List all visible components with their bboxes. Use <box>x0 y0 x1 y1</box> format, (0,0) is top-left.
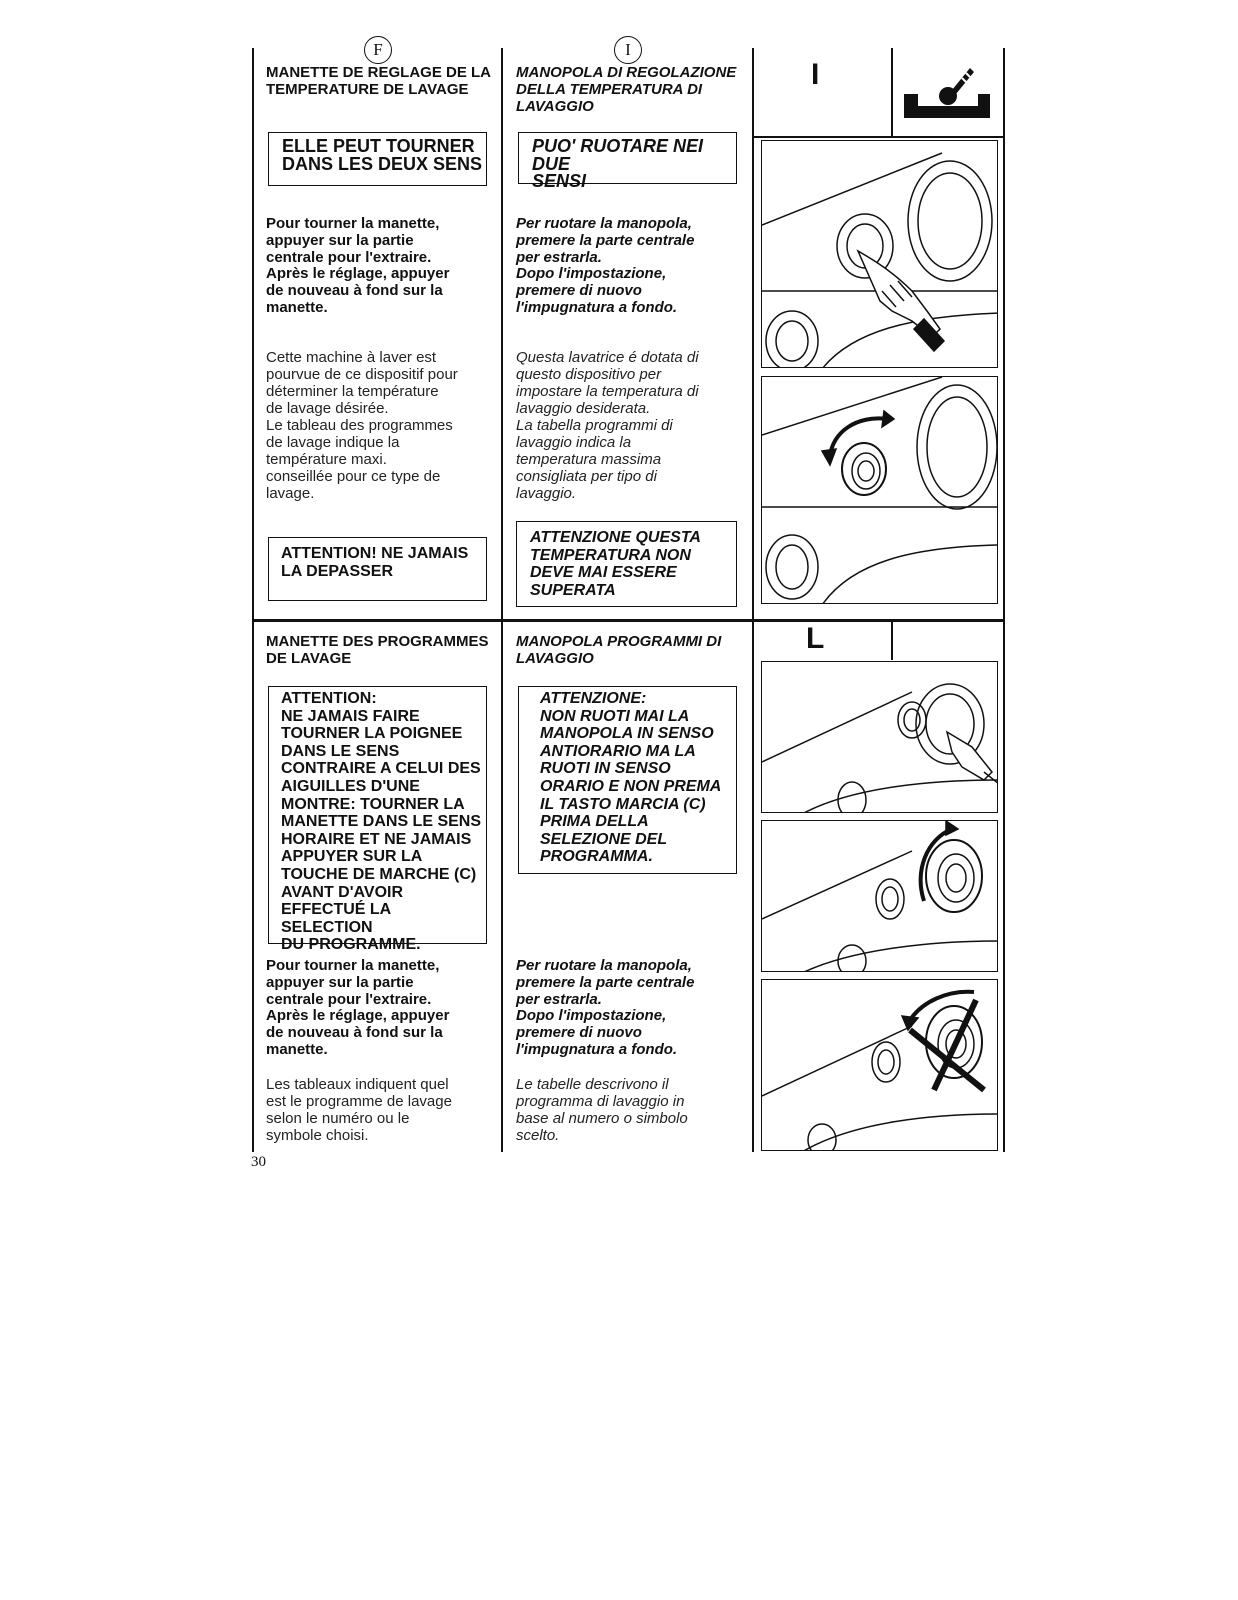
french-language-mark: F <box>364 36 392 64</box>
it-temperature-instructions: Per ruotare la manopola, premere la parte centrale per estrarla. Dopo l'impostazione, premere di nuovo l'impugnatura a fondo. <box>516 215 695 316</box>
column-rule-images <box>752 48 754 1152</box>
fr-programmes-warning-box: ATTENTION: NE JAMAIS FAIRE TOURNER LA POIGNEE DANS LE SENS CONTRAIRE A CELUI DES AIGUILLES D'UNE MONTRE: TOURNER LA MANETTE DANS LE SENS HORAIRE ET NE JAMAIS APPUYER SUR LA TOUCHE DE MARCHE (C) AVANT D'AVOIR EFFECTUÉ LA SELECTION DU PROGRAMME. <box>268 686 487 944</box>
letter-cell-rule-top <box>891 48 893 138</box>
column-rule-right <box>1003 48 1005 1152</box>
hand-key-icon <box>898 60 998 130</box>
fr-temperature-description: Cette machine à laver est pourvue de ce dispositif pour déterminer la température de lavage désirée. Le tableau des programmes de lavage indique la température maxi. conseillée pour ce type de lavage. <box>266 349 458 502</box>
fr-programmes-instructions: Pour tourner la manette, appuyer sur la partie centrale pour l'extraire. Après le réglage, appuyer de nouveau à fond sur la manette. <box>266 957 450 1058</box>
it-programmes-heading: MANOPOLA PROGRAMMI DI LAVAGGIO <box>516 633 722 667</box>
it-programmes-instructions: Per ruotare la manopola, premere la parte centrale per estrarla. Dopo l'impostazione, premere di nuovo l'impugnatura a fondo. <box>516 957 695 1058</box>
it-temperature-description: Questa lavatrice é dotata di questo dispositivo per impostare la temperatura di lavaggio desiderata. La tabella programmi di lavaggio indica la temperatura massima consigliata per tipo di lavaggio. <box>516 349 699 502</box>
it-programmes-description: Le tabelle descrivono il programma di lavaggio in base al numero o simbolo scelto. <box>516 1076 688 1144</box>
page-number: 30 <box>251 1154 266 1170</box>
italian-language-mark: I <box>614 36 642 64</box>
fr-temperature-warning-box: ATTENTION! NE JAMAIS LA DEPASSER <box>268 537 487 601</box>
illustration-rotate-temperature-knob <box>761 376 998 604</box>
section-letter-top: I <box>811 58 820 91</box>
illustration-press-programme-knob <box>761 661 998 813</box>
it-temperature-heading: MANOPOLA DI REGOLAZIONE DELLA TEMPERATURA DI LAVAGGIO <box>516 64 737 115</box>
it-both-directions-box: PUO' RUOTARE NEI DUE SENSI <box>518 132 737 184</box>
illustration-press-temperature-knob <box>761 140 998 368</box>
section-divider <box>252 619 1005 622</box>
column-rule-middle <box>501 48 503 1152</box>
illustration-rotate-programme-clockwise <box>761 820 998 972</box>
fr-programmes-heading: MANETTE DES PROGRAMMES DE LAVAGE <box>266 633 489 667</box>
it-temperature-warning-box: ATTENZIONE QUESTA TEMPERATURA NON DEVE MAI ESSERE SUPERATA <box>516 521 737 607</box>
fr-both-directions-box: ELLE PEUT TOURNER DANS LES DEUX SENS <box>268 132 487 186</box>
section-letter-bottom: L <box>806 622 825 655</box>
letter-cell-rule-bottom <box>891 622 893 660</box>
fr-temperature-heading: MANETTE DE REGLAGE DE LA TEMPERATURE DE LAVAGE <box>266 64 492 98</box>
fr-temperature-instructions: Pour tourner la manette, appuyer sur la partie centrale pour l'extraire. Après le réglage, appuyer de nouveau à fond sur la manette. <box>266 215 450 316</box>
column-rule-left <box>252 48 254 1152</box>
fr-programmes-description: Les tableaux indiquent quel est le programme de lavage selon le numéro ou le symbole choisi. <box>266 1076 452 1144</box>
it-programmes-warning-box: ATTENZIONE: NON RUOTI MAI LA MANOPOLA IN SENSO ANTIORARIO MA LA RUOTI IN SENSO ORARIO E NON PREMA IL TASTO MARCIA (C) PRIMA DELLA SELEZIONE DEL PROGRAMMA. <box>518 686 737 874</box>
image-header-rule <box>752 136 1004 138</box>
illustration-no-counterclockwise-rotation <box>761 979 998 1151</box>
